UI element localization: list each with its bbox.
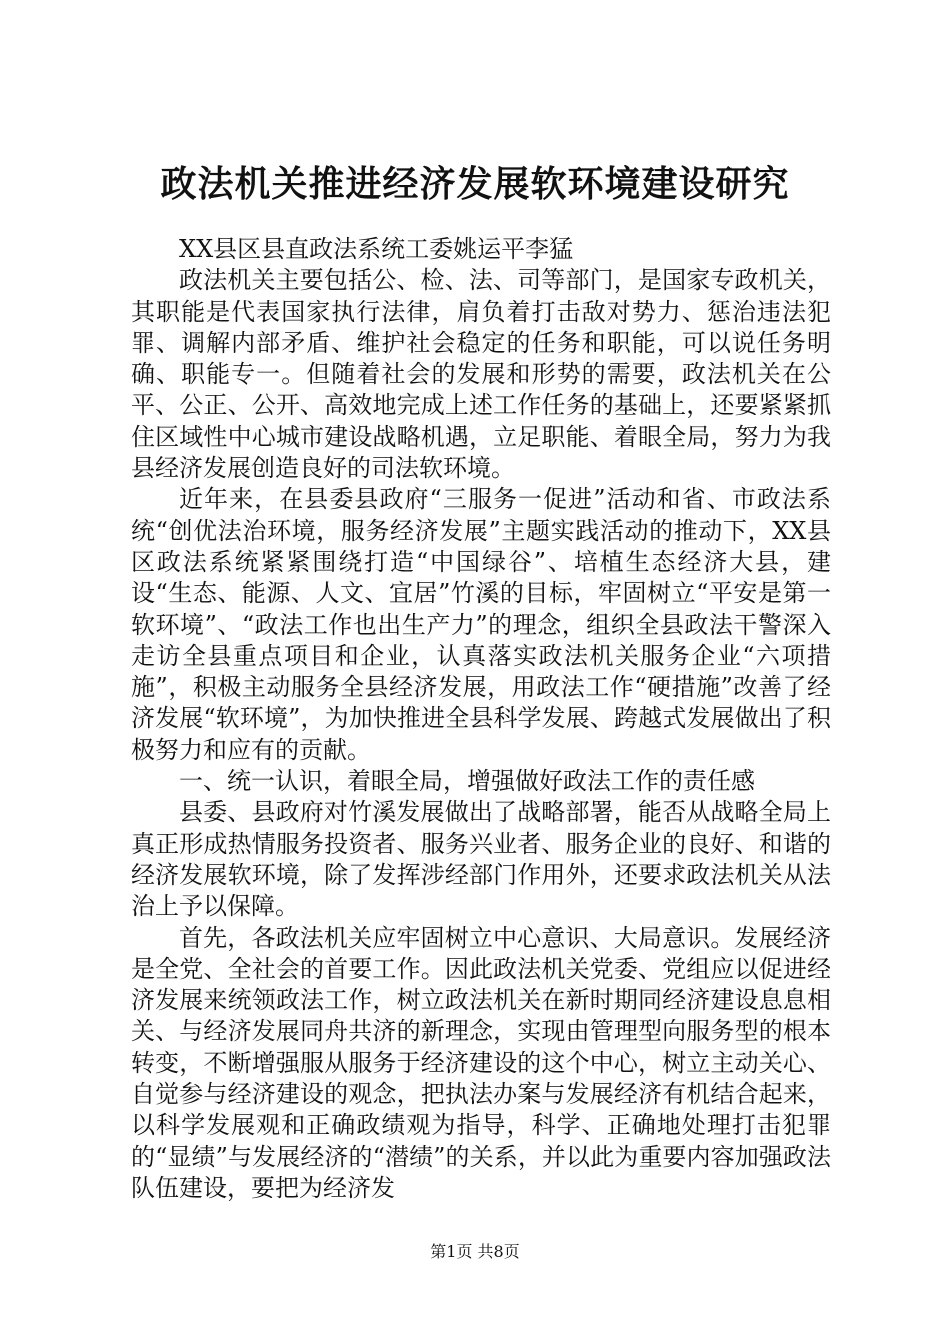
document-title: 政法机关推进经济发展软环境建设研究 bbox=[160, 163, 790, 205]
paragraph-3: 县委、县政府对竹溪发展做出了战略部署，能否从战略全局上真正形成热情服务投资者、服务兴业者、服务企业的良好、和谐的经济发展软环境，除了发挥涉经部门作用外，还要求政法机关从法治上予以保障。 bbox=[131, 798, 831, 921]
author-line: XX县区县直政法系统工委姚运平李猛 bbox=[179, 235, 574, 263]
paragraph-4: 首先，各政法机关应牢固树立中心意识、大局意识。发展经济是全党、全社会的首要工作。因此政法机关党委、党组应以促进经济发展来统领政法工作，树立政法机关在新时期同经济建设息息相关、与经济发展同舟共济的新理念，实现由管理型向服务型的根本转变，不断增强服从服务于经济建设的这个中心，树立主动关心、自觉参与经济建设的观念，把执法办案与发展经济有机结合起来，以科学发展观和正确政绩观为指导，科学、正确地处理打击犯罪的“显绩”与发展经济的“潜绩”的关系，并以此为重要内容加强政法队伍建设，要把为经济发 bbox=[131, 923, 831, 1202]
paragraph-2: 近年来，在县委县政府“三服务一促进”活动和省、市政法系统“创优法治环境，服务经济发展”主题实践活动的推动下，XX县区政法系统紧紧围绕打造“中国绿谷”、培植生态经济大县，建设“生态、能源、人文、宜居”竹溪的目标，牢固树立“平安是第一软环境”、“政法工作也出生产力”的理念，组织全县政法干警深入走访全县重点项目和企业，认真落实政法机关服务企业“六项措施”，积极主动服务全县经济发展，用政法工作“硬措施”改善了经济发展“软环境”，为加快推进全县科学发展、跨越式发展做出了积极努力和应有的贡献。 bbox=[131, 485, 831, 764]
paragraph-1: 政法机关主要包括公、检、法、司等部门，是国家专政机关，其职能是代表国家执行法律，肩负着打击敌对势力、惩治违法犯罪、调解内部矛盾、维护社会稳定的任务和职能，可以说任务明确、职能专一。但随着社会的发展和形势的需要，政法机关在公平、公正、公开、高效地完成上述工作任务的基础上，还要紧紧抓住区域性中心城市建设战略机遇，立足职能、着眼全局，努力为我县经济发展创造良好的司法软环境。 bbox=[131, 266, 831, 483]
page-footer: 第1页 共8页 bbox=[430, 1242, 520, 1261]
document-body bbox=[131, 234, 831, 1204]
section-heading-1: 一、统一认识，着眼全局，增强做好政法工作的责任感 bbox=[179, 767, 755, 796]
